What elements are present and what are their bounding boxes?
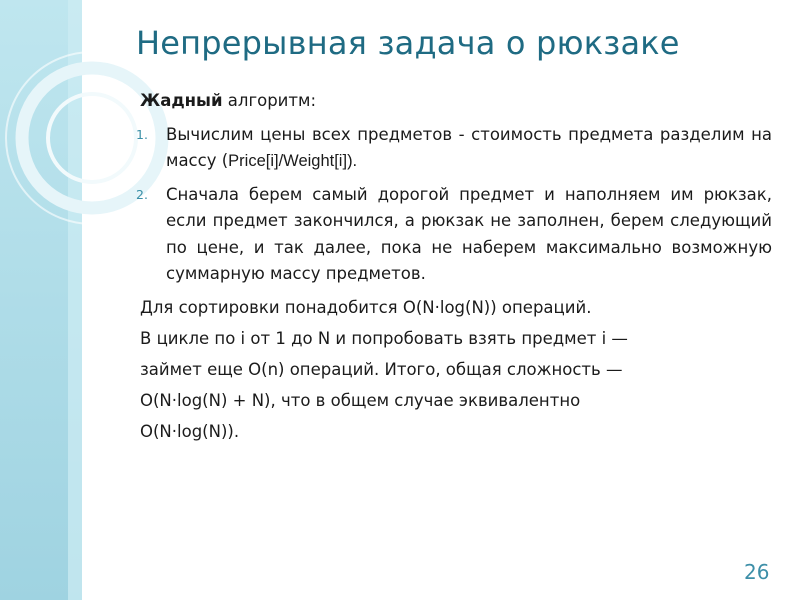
list-marker: 1. (136, 126, 148, 142)
step-text: Сначала берем самый дорогой предмет и наполняем им рюкзак, если предмет закончился, а рюкзак не заполнен, берем следующий по цене, и так далее, пока не наберем максимально возможную суммарную массу предметов. (166, 184, 772, 283)
list-item (136, 182, 772, 288)
heading-bold: Жадный (140, 91, 223, 110)
paragraph: O(N·log(N)). (140, 421, 240, 441)
left-band-highlight (68, 0, 82, 600)
formula-text: Price[i]/Weight[i] (228, 152, 348, 170)
steps-list (136, 122, 772, 288)
page-number: 26 (744, 560, 770, 584)
heading-rest: алгоритм: (222, 91, 317, 110)
paragraph: В цикле по i от 1 до N и попробовать взять предмет i — (140, 328, 628, 348)
step-text: Вычислим цены всех предметов - стоимость предмета разделим на массу ( (166, 124, 772, 170)
list-marker: 2. (136, 186, 148, 202)
paragraph: O(N·log(N) + N), что в общем случае эквивалентно (140, 390, 581, 410)
slide-content (136, 88, 772, 450)
step-tail: ). (347, 152, 358, 170)
algorithm-heading (140, 88, 772, 115)
paragraph: займет еще O(n) операций. Итого, общая сложность — (140, 359, 623, 379)
list-item (136, 122, 772, 175)
slide-title: Непрерывная задача о рюкзаке (136, 24, 680, 62)
paragraph: Для сортировки понадобится O(N·log(N)) операций. (140, 297, 592, 317)
